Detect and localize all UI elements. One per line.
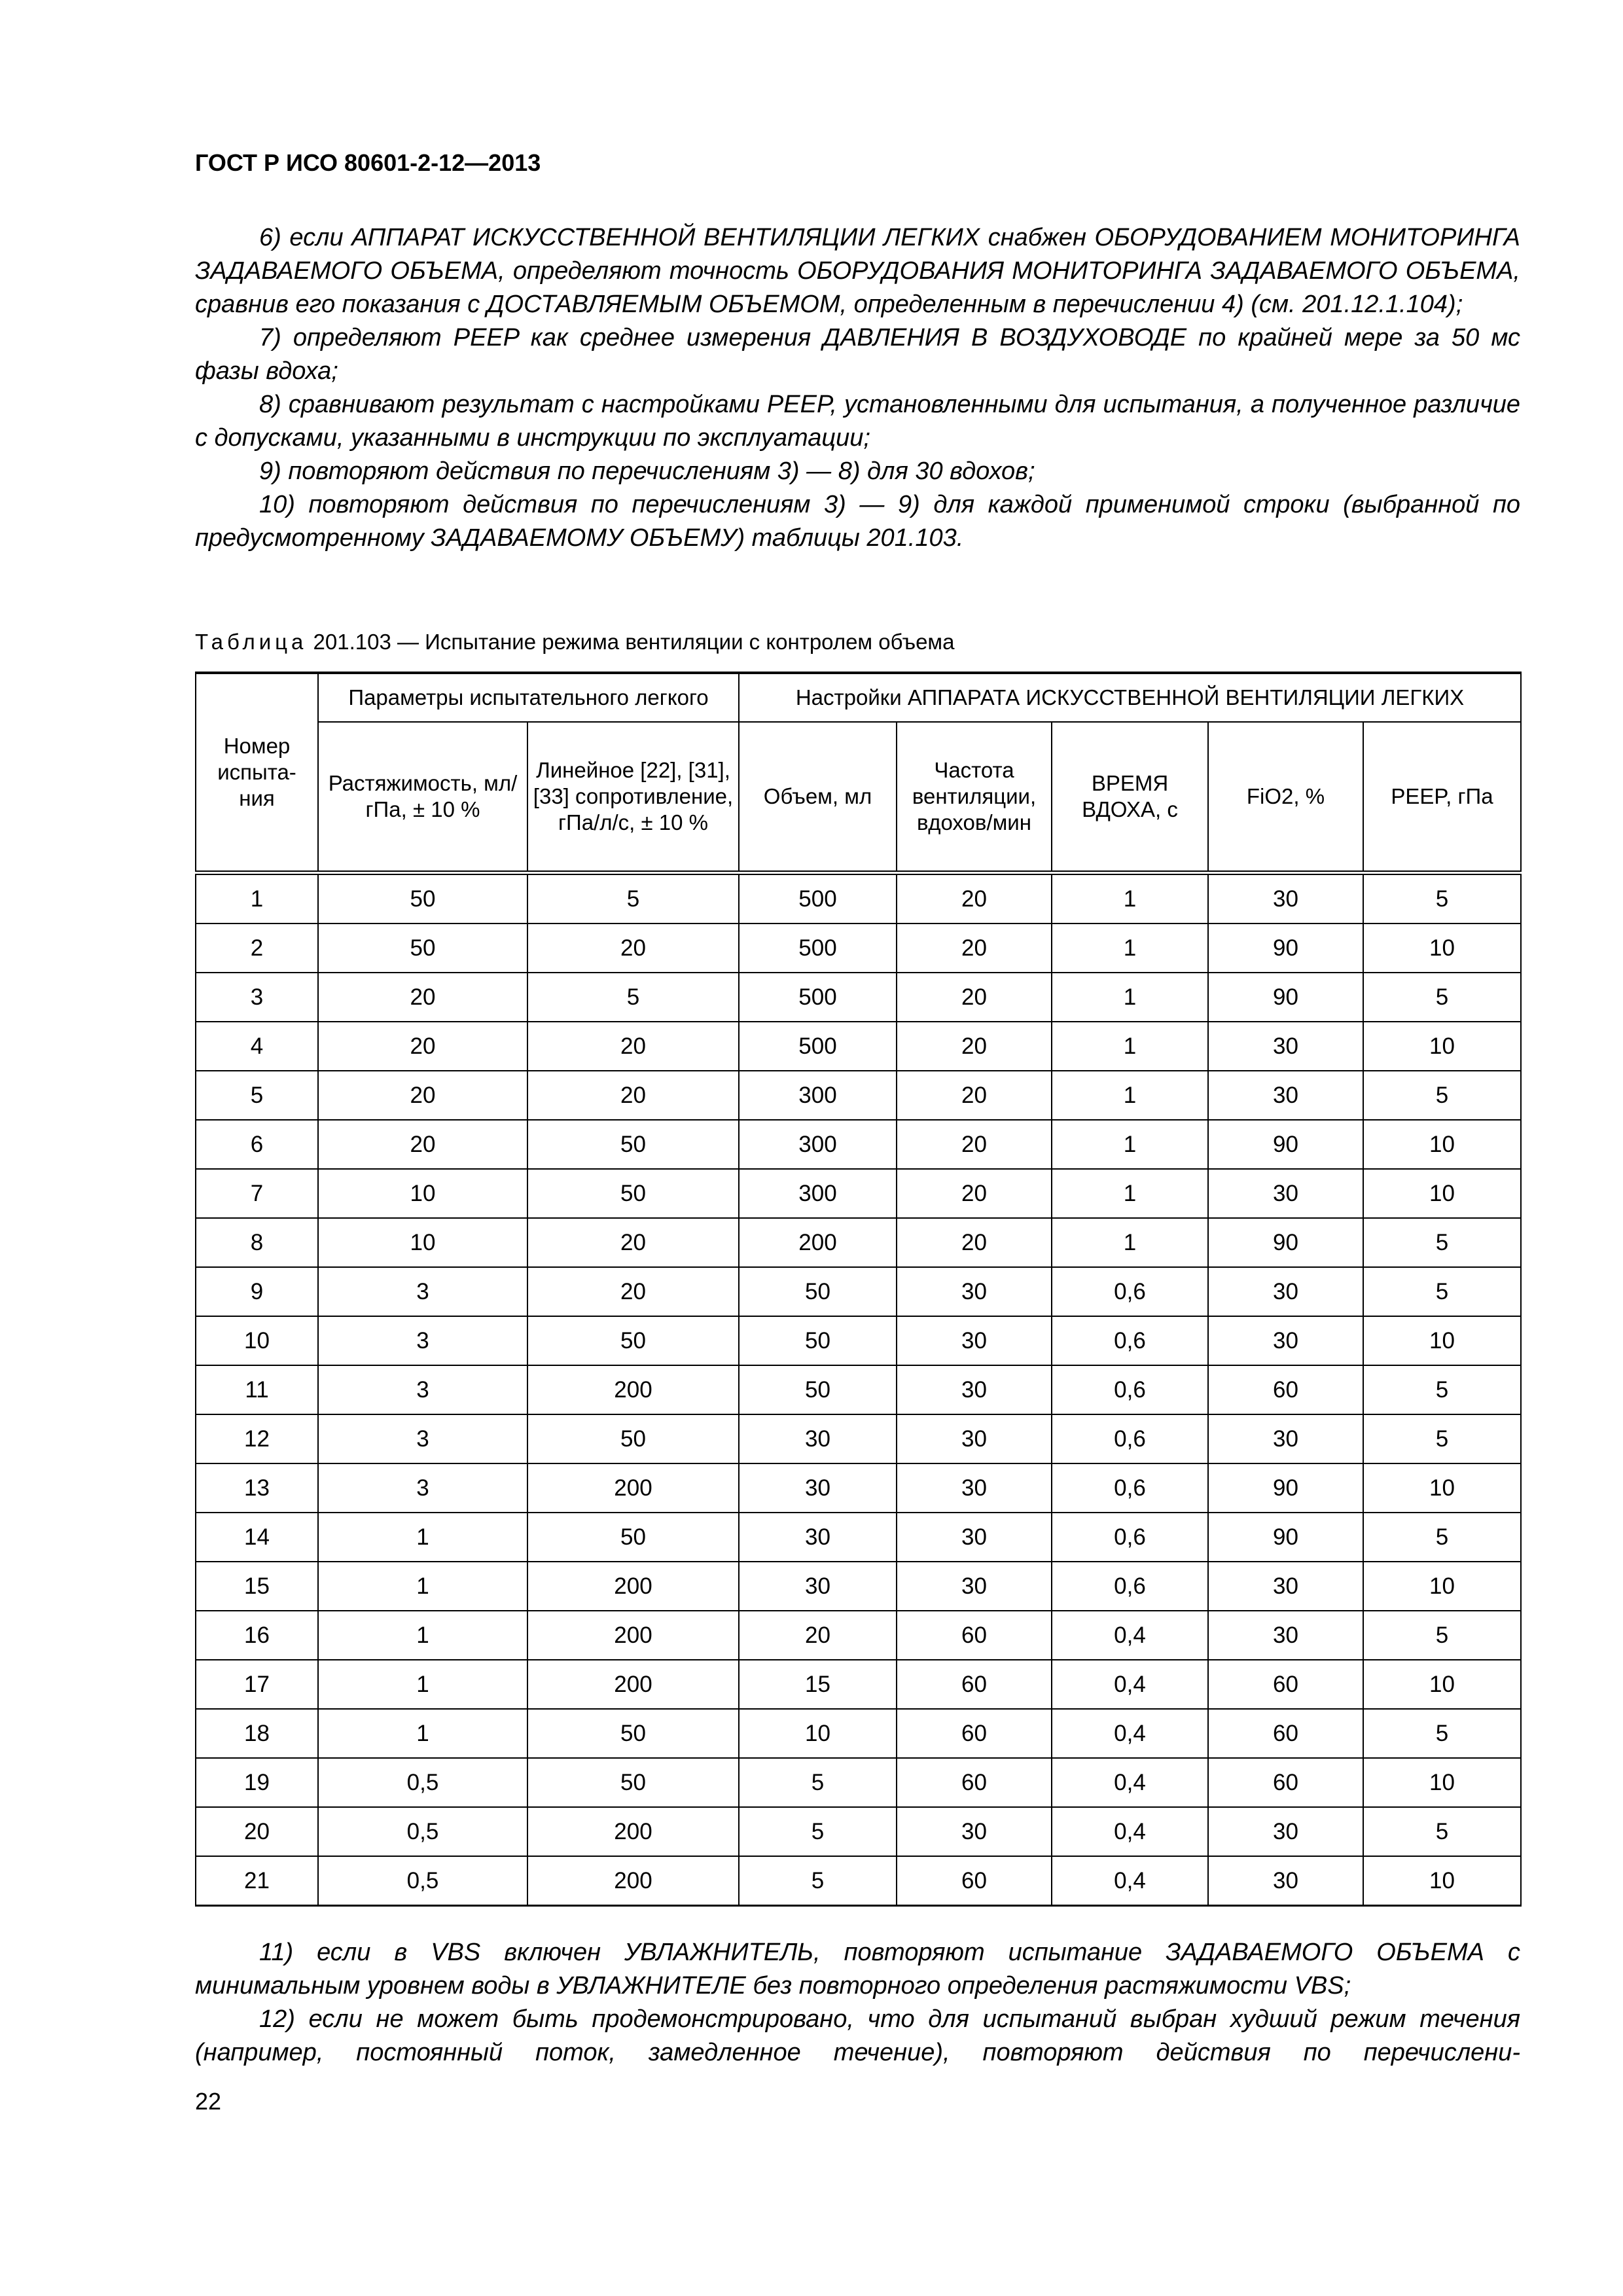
table-cell: 30 — [1208, 1169, 1363, 1218]
table-cell: 30 — [1208, 1856, 1363, 1906]
table-cell: 0,6 — [1052, 1513, 1208, 1562]
table-cell: 10 — [1363, 1856, 1521, 1906]
table-cell: 60 — [1208, 1709, 1363, 1758]
table-cell: 500 — [739, 1022, 897, 1071]
table-cell: 5 — [527, 873, 739, 924]
table-cell: 20 — [318, 1071, 527, 1120]
col-header-volume: Объем, мл — [739, 722, 897, 873]
table-cell: 50 — [318, 924, 527, 973]
table-cell: 10 — [1363, 1660, 1521, 1709]
table-row — [196, 1463, 1521, 1513]
table-cell: 10 — [739, 1709, 897, 1758]
table-cell: 50 — [739, 1267, 897, 1316]
table-cell: 5 — [1363, 1807, 1521, 1856]
table-cell: 1 — [1052, 873, 1208, 924]
table-cell: 30 — [1208, 1071, 1363, 1120]
table-cell: 500 — [739, 924, 897, 973]
table-cell: 10 — [1363, 1169, 1521, 1218]
table-cell: 12 — [196, 1414, 318, 1463]
table-cell: 20 — [739, 1611, 897, 1660]
table-cell: 200 — [527, 1562, 739, 1611]
table-cell: 10 — [318, 1169, 527, 1218]
table-cell: 50 — [527, 1169, 739, 1218]
table-cell: 1 — [1052, 973, 1208, 1022]
table-cell: 500 — [739, 973, 897, 1022]
table-cell: 20 — [318, 1022, 527, 1071]
group-header-lung-params: Параметры испытательного легкого — [318, 673, 739, 722]
table-cell: 1 — [318, 1513, 527, 1562]
table-cell: 11 — [196, 1365, 318, 1414]
table-row — [196, 1513, 1521, 1562]
table-row — [196, 1562, 1521, 1611]
table-cell: 5 — [1363, 1071, 1521, 1120]
table-cell: 19 — [196, 1758, 318, 1807]
table-cell: 15 — [739, 1660, 897, 1709]
table-cell: 7 — [196, 1169, 318, 1218]
table-cell: 3 — [318, 1414, 527, 1463]
table-row — [196, 1365, 1521, 1414]
procedure-steps-top — [195, 221, 1520, 555]
table-cell: 90 — [1208, 973, 1363, 1022]
table-cell: 30 — [1208, 1316, 1363, 1365]
table-cell: 0,5 — [318, 1807, 527, 1856]
table-cell: 90 — [1208, 1218, 1363, 1267]
table-row — [196, 1611, 1521, 1660]
table-cell: 3 — [318, 1463, 527, 1513]
table-row — [196, 973, 1521, 1022]
table-cell: 200 — [527, 1611, 739, 1660]
col-header-peep: PEEP, гПа — [1363, 722, 1521, 873]
table-row — [196, 1807, 1521, 1856]
table-row — [196, 1414, 1521, 1463]
table-cell: 60 — [1208, 1365, 1363, 1414]
table-cell: 1 — [196, 873, 318, 924]
table-cell: 3 — [196, 973, 318, 1022]
table-cell: 10 — [1363, 1022, 1521, 1071]
table-cell: 10 — [1363, 924, 1521, 973]
table-cell: 5 — [196, 1071, 318, 1120]
table-cell: 0,4 — [1052, 1611, 1208, 1660]
table-cell: 0,6 — [1052, 1267, 1208, 1316]
table-cell: 21 — [196, 1856, 318, 1906]
table-cell: 30 — [897, 1316, 1052, 1365]
table-row — [196, 1267, 1521, 1316]
step-10: 10) повторяют действия по перечислениям 3) — 9) для каждой применимой строки (выбранной по предусмотренному ЗАДАВАЕМОМУ ОБЪЕМУ) таблицы 201.103. — [195, 491, 1520, 552]
document-header: ГОСТ Р ИСО 80601-2-12—2013 — [195, 149, 541, 176]
table-cell: 200 — [527, 1365, 739, 1414]
table-cell: 50 — [527, 1414, 739, 1463]
table-cell: 0,5 — [318, 1856, 527, 1906]
table-cell: 20 — [897, 1071, 1052, 1120]
table-cell: 200 — [527, 1856, 739, 1906]
step-11: 11) если в VBS включен УВЛАЖНИТЕЛЬ, повторяют испытание ЗАДАВАЕМОГО ОБЪЕМА с минимальным уровнем воды в УВЛАЖНИТЕЛЕ без повторного определения растяжимости VBS; — [195, 1939, 1520, 2000]
table-cell: 20 — [897, 1169, 1052, 1218]
table-cell: 8 — [196, 1218, 318, 1267]
table-cell: 6 — [196, 1120, 318, 1169]
table-cell: 200 — [739, 1218, 897, 1267]
step-6: 6) если АППАРАТ ИСКУССТВЕННОЙ ВЕНТИЛЯЦИИ ЛЕГКИХ снабжен ОБОРУДОВАНИЕМ МОНИТОРИНГА ЗАДАВАЕМОГО ОБЪЕМА, определяют точность ОБОРУДОВАНИЯ МОНИТОРИНГА ЗАДАВАЕМОГО ОБЪЕМА, сравнив его показания с ДОСТАВЛЯЕМЫМ ОБЪЕМОМ, определенным в перечислении 4) (см. 201.12.1.104); — [195, 224, 1520, 318]
table-cell: 20 — [196, 1807, 318, 1856]
procedure-steps-bottom — [195, 1936, 1520, 2070]
table-cell: 50 — [527, 1120, 739, 1169]
table-row — [196, 1169, 1521, 1218]
table-cell: 20 — [897, 1022, 1052, 1071]
test-table — [195, 672, 1522, 1907]
table-cell: 1 — [1052, 1120, 1208, 1169]
table-cell: 50 — [527, 1513, 739, 1562]
page-number: 22 — [195, 2088, 222, 2115]
table-cell: 10 — [196, 1316, 318, 1365]
table-cell: 10 — [318, 1218, 527, 1267]
table-caption — [195, 630, 954, 655]
table-cell: 0,4 — [1052, 1758, 1208, 1807]
table-cell: 60 — [897, 1660, 1052, 1709]
table-cell: 0,6 — [1052, 1463, 1208, 1513]
table-cell: 200 — [527, 1660, 739, 1709]
table-row — [196, 1660, 1521, 1709]
table-cell: 60 — [897, 1856, 1052, 1906]
table-cell: 5 — [1363, 1365, 1521, 1414]
table-cell: 5 — [1363, 1414, 1521, 1463]
table-caption-label: Таблица — [195, 630, 308, 654]
table-cell: 30 — [1208, 1807, 1363, 1856]
table-cell: 0,6 — [1052, 1316, 1208, 1365]
table-cell: 14 — [196, 1513, 318, 1562]
table-cell: 3 — [318, 1316, 527, 1365]
table-cell: 20 — [527, 924, 739, 973]
table-cell: 300 — [739, 1169, 897, 1218]
table-cell: 1 — [318, 1660, 527, 1709]
table-cell: 30 — [739, 1414, 897, 1463]
table-cell: 30 — [1208, 1611, 1363, 1660]
table-cell: 18 — [196, 1709, 318, 1758]
table-cell: 50 — [318, 873, 527, 924]
table-cell: 5 — [1363, 1267, 1521, 1316]
table-cell: 10 — [1363, 1562, 1521, 1611]
col-header-rate: Частота вентиляции, вдохов/мин — [897, 722, 1052, 873]
table-cell: 5 — [739, 1758, 897, 1807]
table-cell: 200 — [527, 1463, 739, 1513]
table-cell: 5 — [1363, 1611, 1521, 1660]
table-cell: 50 — [739, 1316, 897, 1365]
table-row — [196, 1120, 1521, 1169]
table-cell: 300 — [739, 1071, 897, 1120]
table-cell: 20 — [527, 1022, 739, 1071]
table-cell: 10 — [1363, 1463, 1521, 1513]
table-cell: 0,4 — [1052, 1856, 1208, 1906]
table-cell: 30 — [897, 1365, 1052, 1414]
table-row — [196, 1071, 1521, 1120]
table-cell: 50 — [527, 1709, 739, 1758]
table-cell: 10 — [1363, 1316, 1521, 1365]
table-cell: 4 — [196, 1022, 318, 1071]
table-cell: 90 — [1208, 924, 1363, 973]
table-cell: 20 — [897, 973, 1052, 1022]
table-cell: 3 — [318, 1365, 527, 1414]
table-cell: 17 — [196, 1660, 318, 1709]
table-row — [196, 1316, 1521, 1365]
table-cell: 15 — [196, 1562, 318, 1611]
table-cell: 0,5 — [318, 1758, 527, 1807]
table-cell: 20 — [318, 1120, 527, 1169]
table-cell: 90 — [1208, 1120, 1363, 1169]
table-cell: 30 — [897, 1267, 1052, 1316]
table-cell: 5 — [1363, 873, 1521, 924]
col-header-resistance: Линейное [22], [31], [33] сопротивление, гПа/л/с, ± 10 % — [527, 722, 739, 873]
table-row — [196, 924, 1521, 973]
table-cell: 30 — [1208, 1022, 1363, 1071]
col-header-fio2: FiO2, % — [1208, 722, 1363, 873]
table-cell: 1 — [318, 1611, 527, 1660]
table-cell: 30 — [1208, 1414, 1363, 1463]
table-cell: 10 — [1363, 1120, 1521, 1169]
table-cell: 1 — [1052, 1218, 1208, 1267]
table-row — [196, 1856, 1521, 1906]
table-row — [196, 873, 1521, 924]
table-cell: 9 — [196, 1267, 318, 1316]
table-cell: 60 — [897, 1758, 1052, 1807]
table-cell: 30 — [1208, 1267, 1363, 1316]
table-cell: 5 — [1363, 1513, 1521, 1562]
table-cell: 90 — [1208, 1463, 1363, 1513]
col-header-compliance: Растяжимость, мл/гПа, ± 10 % — [318, 722, 527, 873]
table-cell: 30 — [1208, 873, 1363, 924]
table-cell: 300 — [739, 1120, 897, 1169]
table-cell: 20 — [897, 1218, 1052, 1267]
table-cell: 0,6 — [1052, 1414, 1208, 1463]
table-cell: 1 — [1052, 1022, 1208, 1071]
table-cell: 1 — [1052, 924, 1208, 973]
table-cell: 5 — [739, 1807, 897, 1856]
table-cell: 1 — [1052, 1169, 1208, 1218]
table-cell: 30 — [897, 1513, 1052, 1562]
table-cell: 500 — [739, 873, 897, 924]
table-cell: 0,4 — [1052, 1660, 1208, 1709]
table-cell: 30 — [897, 1414, 1052, 1463]
table-row — [196, 1709, 1521, 1758]
table-cell: 60 — [1208, 1758, 1363, 1807]
table-cell: 50 — [739, 1365, 897, 1414]
table-cell: 13 — [196, 1463, 318, 1513]
table-cell: 5 — [1363, 1218, 1521, 1267]
table-row — [196, 1758, 1521, 1807]
table-cell: 30 — [739, 1562, 897, 1611]
step-7: 7) определяют PEEP как среднее измерения ДАВЛЕНИЯ В ВОЗДУХОВОДЕ по крайней мере за 50 мс фазы вдоха; — [195, 324, 1520, 385]
table-body — [196, 873, 1521, 1906]
col-header-insp-time: ВРЕМЯ ВДОХА, с — [1052, 722, 1208, 873]
table-cell: 0,6 — [1052, 1365, 1208, 1414]
table-cell: 200 — [527, 1807, 739, 1856]
table-cell: 3 — [318, 1267, 527, 1316]
group-header-ventilator-settings: Настройки АППАРАТА ИСКУССТВЕННОЙ ВЕНТИЛЯЦИИ ЛЕГКИХ — [739, 673, 1521, 722]
table-cell: 5 — [739, 1856, 897, 1906]
step-12: 12) если не может быть продемонстрировано, что для испытаний выбран худший режим течения (например, постоянный поток, замедленное течение), повторяют действия по перечислени- — [195, 2005, 1520, 2066]
col-header-test-no: Номер испыта-ния — [196, 673, 318, 873]
table-cell: 50 — [527, 1316, 739, 1365]
table-cell: 1 — [318, 1562, 527, 1611]
table-cell: 20 — [897, 1120, 1052, 1169]
step-8: 8) сравнивают результат с настройками PEEP, установленными для испытания, а полученное различие с допусками, указанными в инструкции по эксплуатации; — [195, 391, 1520, 452]
table-cell: 30 — [1208, 1562, 1363, 1611]
table-cell: 30 — [739, 1513, 897, 1562]
table-cell: 0,6 — [1052, 1562, 1208, 1611]
table-cell: 2 — [196, 924, 318, 973]
table-row — [196, 1218, 1521, 1267]
table-cell: 5 — [1363, 1709, 1521, 1758]
table-cell: 1 — [1052, 1071, 1208, 1120]
table-cell: 0,4 — [1052, 1709, 1208, 1758]
table-cell: 20 — [527, 1218, 739, 1267]
table-cell: 50 — [527, 1758, 739, 1807]
table-cell: 60 — [897, 1611, 1052, 1660]
step-9: 9) повторяют действия по перечислениям 3) — 8) для 30 вдохов; — [259, 457, 1035, 485]
table-cell: 90 — [1208, 1513, 1363, 1562]
table-cell: 5 — [527, 973, 739, 1022]
table-cell: 20 — [897, 924, 1052, 973]
table-caption-text: 201.103 — Испытание режима вентиляции с контролем объема — [307, 630, 955, 654]
table-cell: 1 — [318, 1709, 527, 1758]
table-cell: 30 — [897, 1562, 1052, 1611]
table-cell: 5 — [1363, 973, 1521, 1022]
table-cell: 10 — [1363, 1758, 1521, 1807]
table-cell: 0,4 — [1052, 1807, 1208, 1856]
table-cell: 20 — [527, 1071, 739, 1120]
table-cell: 20 — [527, 1267, 739, 1316]
table-cell: 16 — [196, 1611, 318, 1660]
table-cell: 30 — [897, 1807, 1052, 1856]
table-cell: 20 — [318, 973, 527, 1022]
table-cell: 30 — [739, 1463, 897, 1513]
table-cell: 60 — [897, 1709, 1052, 1758]
table-cell: 20 — [897, 873, 1052, 924]
table-cell: 30 — [897, 1463, 1052, 1513]
table-cell: 60 — [1208, 1660, 1363, 1709]
table-row — [196, 1022, 1521, 1071]
